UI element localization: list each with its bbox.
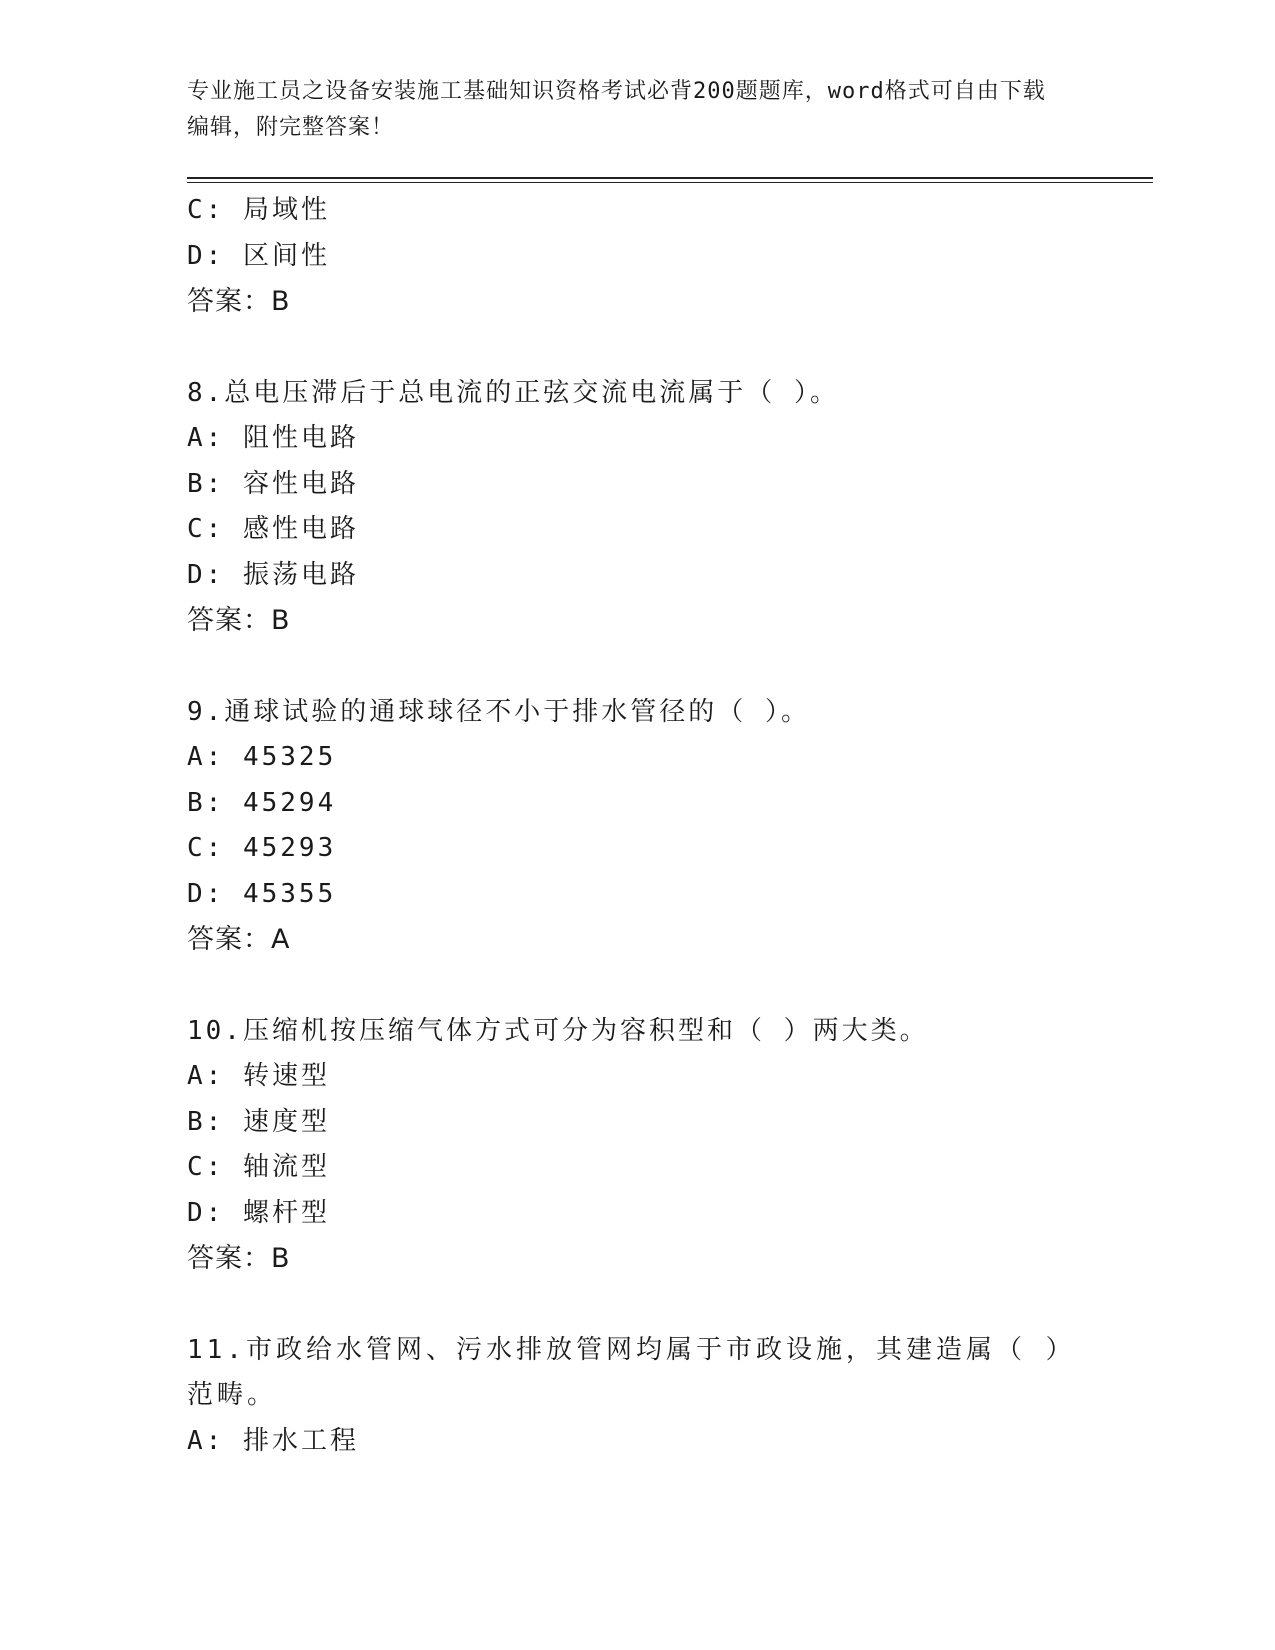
option-b: B: 容性电路 (187, 468, 359, 499)
question-stem: 10.压缩机按压缩气体方式可分为容积型和（ ）两大类。 (187, 1015, 929, 1046)
answer: 答案：B (187, 286, 291, 317)
option-b: B: 速度型 (187, 1106, 330, 1137)
option-a: A: 排水工程 (187, 1425, 359, 1456)
option-a: A: 阻性电路 (187, 423, 359, 453)
option-c: C: 感性电路 (187, 514, 359, 544)
option-c: C: 45293 (187, 833, 337, 863)
option-b: B: 45294 (187, 787, 337, 818)
document-header: 专业施工员之设备安装施工基础知识资格考试必背200题题库，word格式可自由下载编辑，附完整答案！ (187, 79, 1046, 140)
option-d: D: 45355 (187, 878, 337, 909)
question-list (187, 188, 1067, 1464)
answer: 答案：B (187, 605, 291, 636)
header-divider-thin (187, 182, 1153, 183)
option-c: C: 局域性 (187, 195, 330, 225)
spacer (187, 1282, 1067, 1328)
spacer (187, 963, 1067, 1009)
option-a: A: 45325 (187, 742, 337, 772)
option-c: C: 轴流型 (187, 1152, 330, 1182)
question-stem: 8.总电压滞后于总电流的正弦交流电流属于（ ）。 (187, 377, 839, 408)
header-divider-thick (187, 177, 1153, 179)
question-stem: 9.通球试验的通球球径不小于排水管径的（ ）。 (187, 696, 810, 727)
spacer (187, 644, 1067, 690)
answer: 答案：A (187, 924, 291, 955)
question-stem: 11.市政给水管网、污水排放管网均属于市政设施，其建造属（ ）范畴。 (187, 1334, 1063, 1410)
answer: 答案：B (187, 1243, 291, 1274)
option-d: D: 区间性 (187, 240, 330, 271)
option-a: A: 转速型 (187, 1061, 330, 1091)
option-d: D: 螺杆型 (187, 1197, 330, 1228)
spacer (187, 325, 1067, 371)
option-d: D: 振荡电路 (187, 559, 359, 590)
